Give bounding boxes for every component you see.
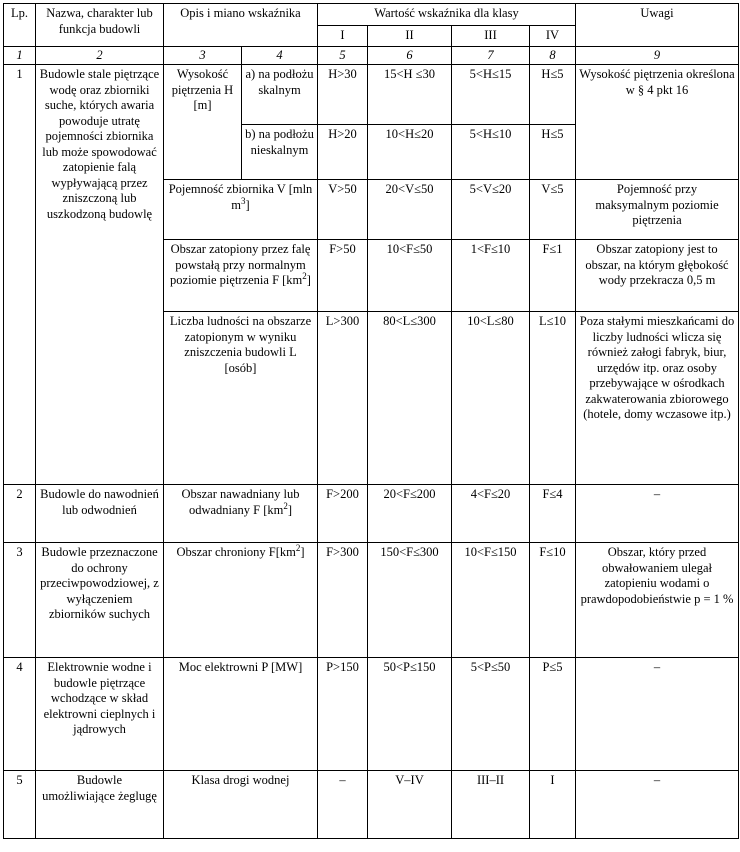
indicator-sub: a) na podłożu skalnym bbox=[242, 65, 318, 125]
class-value: 15<H ≤30 bbox=[368, 65, 452, 125]
table-row bbox=[4, 771, 739, 839]
class-value: V>50 bbox=[318, 180, 368, 240]
class-value: F>50 bbox=[318, 240, 368, 312]
class-value: F>200 bbox=[318, 485, 368, 543]
row-note: Poza stałymi mieszkańcami do liczby ludności wlicza się również załogi fabryk, biur, urzędów itp. oraz osoby przebywające w ośrodkach zakwaterowania zbiorowego (hotele, domy wczasowe itp.) bbox=[576, 312, 739, 485]
class-value: 5<V≤20 bbox=[452, 180, 530, 240]
header-desc: Opis i miano wskaźnika bbox=[164, 4, 318, 47]
column-number: 1 bbox=[4, 46, 36, 65]
class-value: 1<F≤10 bbox=[452, 240, 530, 312]
header-row bbox=[4, 4, 739, 26]
class-value: F≤4 bbox=[530, 485, 576, 543]
indicator-label: Klasa drogi wodnej bbox=[164, 771, 318, 839]
class-value: H>30 bbox=[318, 65, 368, 125]
class-value: P>150 bbox=[318, 658, 368, 771]
row-lp: 4 bbox=[4, 658, 36, 771]
row-note: Obszar, który przed obwałowaniem ulegał zatopieniu wodami o prawdopodobieństwie p = 1 % bbox=[576, 543, 739, 658]
class-value: H>20 bbox=[318, 125, 368, 180]
class-value: 10<F≤50 bbox=[368, 240, 452, 312]
header-value: Wartość wskaźnika dla klasy bbox=[318, 4, 576, 26]
class-value: 10<H≤20 bbox=[368, 125, 452, 180]
class-value: 150<F≤300 bbox=[368, 543, 452, 658]
indicator-label: Pojemność zbiornika V [mln $m^3$] bbox=[164, 180, 318, 240]
class-value: F≤10 bbox=[530, 543, 576, 658]
class-value: F≤1 bbox=[530, 240, 576, 312]
row-note: – bbox=[576, 658, 739, 771]
table-row bbox=[4, 658, 739, 771]
class-value: 20<V≤50 bbox=[368, 180, 452, 240]
header-class: II bbox=[368, 26, 452, 47]
class-value: 80<L≤300 bbox=[368, 312, 452, 485]
column-number: 9 bbox=[576, 46, 739, 65]
row-note: – bbox=[576, 771, 739, 839]
class-value: 5<H≤15 bbox=[452, 65, 530, 125]
row-name: Budowle stale piętrzące wodę oraz zbiorniki suche, których awaria powoduje utratę pojemności zbiornika lub może spowodować zatopienie falą wypływającą przez zniszczoną lub uszkodzoną budowlę bbox=[36, 65, 164, 485]
row-lp: 2 bbox=[4, 485, 36, 543]
class-value: 5<P≤50 bbox=[452, 658, 530, 771]
class-value: 4<F≤20 bbox=[452, 485, 530, 543]
class-value: 10<F≤150 bbox=[452, 543, 530, 658]
class-value: H≤5 bbox=[530, 65, 576, 125]
class-value: 50<P≤150 bbox=[368, 658, 452, 771]
class-value: L>300 bbox=[318, 312, 368, 485]
row-name: Elektrownie wodne i budowle piętrzące wchodzące w skład elektrowni cieplnych i jądrowych bbox=[36, 658, 164, 771]
column-number: 6 bbox=[368, 46, 452, 65]
row-lp: 1 bbox=[4, 65, 36, 485]
indicator-sub: b) na podłożu nieskalnym bbox=[242, 125, 318, 180]
indicator-label: Obszar zatopiony przez falę powstałą przy normalnym poziomie piętrzenia F $[km^2]$ bbox=[164, 240, 318, 312]
header-name: Nazwa, charakter lub funkcja budowli bbox=[36, 4, 164, 47]
row-note: Wysokość piętrzenia określona w § 4 pkt 16 bbox=[576, 65, 739, 180]
class-value: F>300 bbox=[318, 543, 368, 658]
row-note: – bbox=[576, 485, 739, 543]
row-note: Obszar zatopiony jest to obszar, na którym głębokość wody przekracza 0,5 m bbox=[576, 240, 739, 312]
class-value: H≤5 bbox=[530, 125, 576, 180]
class-value: – bbox=[318, 771, 368, 839]
column-number: 3 bbox=[164, 46, 242, 65]
table-row bbox=[4, 65, 739, 125]
header-notes: Uwagi bbox=[576, 4, 739, 47]
column-number-row bbox=[4, 46, 739, 65]
table-row bbox=[4, 485, 739, 543]
header-class: I bbox=[318, 26, 368, 47]
table-row bbox=[4, 543, 739, 658]
class-value: L≤10 bbox=[530, 312, 576, 485]
header-class: IV bbox=[530, 26, 576, 47]
class-value: III–II bbox=[452, 771, 530, 839]
row-lp: 3 bbox=[4, 543, 36, 658]
class-value: V–IV bbox=[368, 771, 452, 839]
indicator-label: Obszar nawadniany lub odwadniany F $[km^2]$ bbox=[164, 485, 318, 543]
column-number: 4 bbox=[242, 46, 318, 65]
indicator-label: Obszar chroniony $F[km^2]$ bbox=[164, 543, 318, 658]
row-name: Budowle do nawodnień lub odwodnień bbox=[36, 485, 164, 543]
column-number: 5 bbox=[318, 46, 368, 65]
indicator-label: Liczba ludności na obszarze zatopionym w wyniku zniszczenia budowli L [osób] bbox=[164, 312, 318, 485]
indicator-label: Moc elektrowni P [MW] bbox=[164, 658, 318, 771]
row-note: Pojemność przy maksymalnym poziomie piętrzenia bbox=[576, 180, 739, 240]
class-value: P≤5 bbox=[530, 658, 576, 771]
column-number: 2 bbox=[36, 46, 164, 65]
class-value: V≤5 bbox=[530, 180, 576, 240]
row-lp: 5 bbox=[4, 771, 36, 839]
classification-table bbox=[3, 3, 739, 839]
header-class: III bbox=[452, 26, 530, 47]
indicator-label: Wysokość piętrzenia H [m] bbox=[164, 65, 242, 180]
class-value: I bbox=[530, 771, 576, 839]
header-lp: Lp. bbox=[4, 4, 36, 47]
class-value: 10<L≤80 bbox=[452, 312, 530, 485]
class-value: 20<F≤200 bbox=[368, 485, 452, 543]
column-number: 8 bbox=[530, 46, 576, 65]
class-value: 5<H≤10 bbox=[452, 125, 530, 180]
row-name: Budowle przeznaczone do ochrony przeciwpowodziowej, z wyłączeniem zbiorników suchych bbox=[36, 543, 164, 658]
column-number: 7 bbox=[452, 46, 530, 65]
row-name: Budowle umożliwiające żeglugę bbox=[36, 771, 164, 839]
